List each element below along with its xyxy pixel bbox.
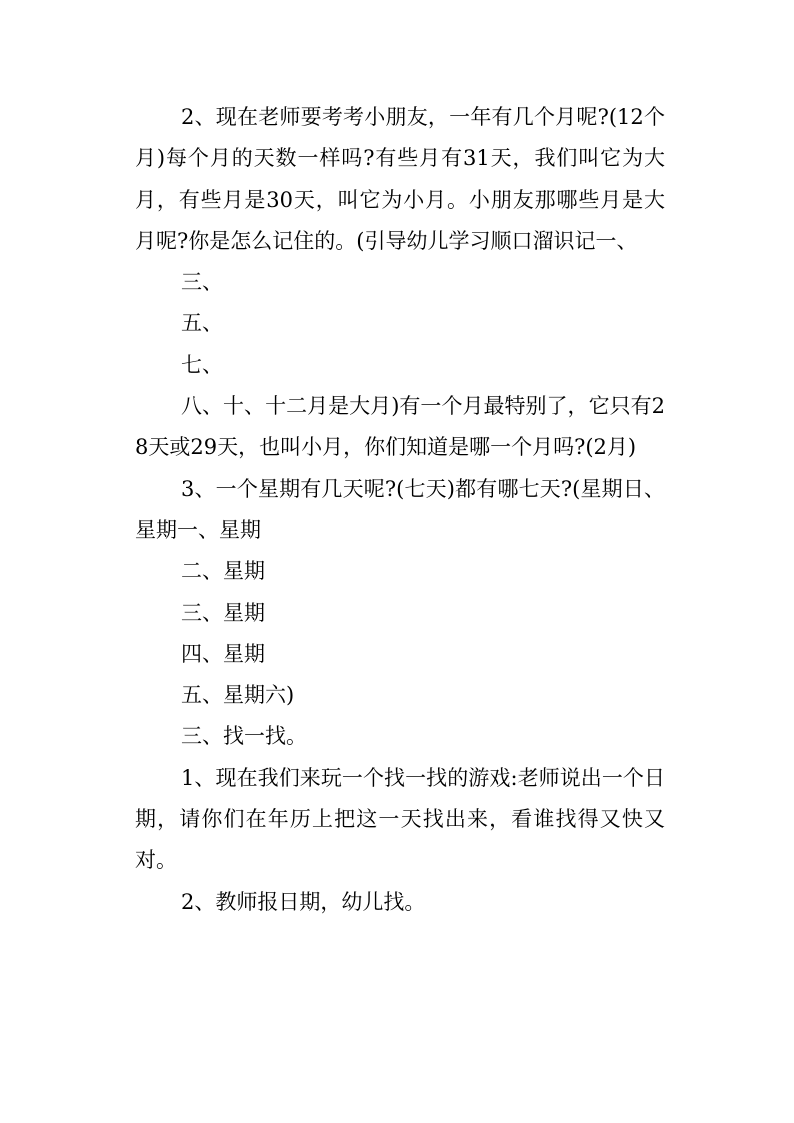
paragraph-list-item-3: 三、 — [181, 270, 223, 295]
paragraph-months-question: 2、现在老师要考考小朋友，一年有几个月呢?(12个月)每个月的天数一样吗?有些月有31天，我们叫它为大月，有些月是30天，叫它为小月。小朋友那哪些月是大月呢?你是怎么记住的。(引导幼儿学习顺口溜识记一、 — [135, 105, 665, 253]
paragraph-weekday-5: 五、星期六) — [181, 683, 295, 708]
paragraph-find-game: 1、现在我们来玩一个找一找的游戏:老师说出一个日期，请你们在年历上把这一天找出来，看谁找得又快又对。 — [135, 765, 665, 873]
paragraph-weekday-2: 二、星期 — [181, 559, 265, 584]
paragraph-list-item-7: 七、 — [181, 352, 223, 377]
document-body — [135, 97, 665, 923]
paragraph-weekday-4: 四、星期 — [181, 641, 265, 666]
paragraph-weekday-3: 三、星期 — [181, 600, 265, 625]
section-heading-find: 三、找一找。 — [181, 724, 307, 749]
paragraph-week-question: 3、一个星期有几天呢?(七天)都有哪七天?(星期日、星期一、星期 — [135, 476, 665, 542]
paragraph-teacher-dates: 2、教师报日期，幼儿找。 — [181, 889, 426, 914]
paragraph-february-question: 八、十、十二月是大月)有一个月最特别了，它只有28天或29天，也叫小月，你们知道是哪一个月吗?(2月) — [135, 394, 665, 460]
paragraph-list-item-5: 五、 — [181, 311, 223, 336]
